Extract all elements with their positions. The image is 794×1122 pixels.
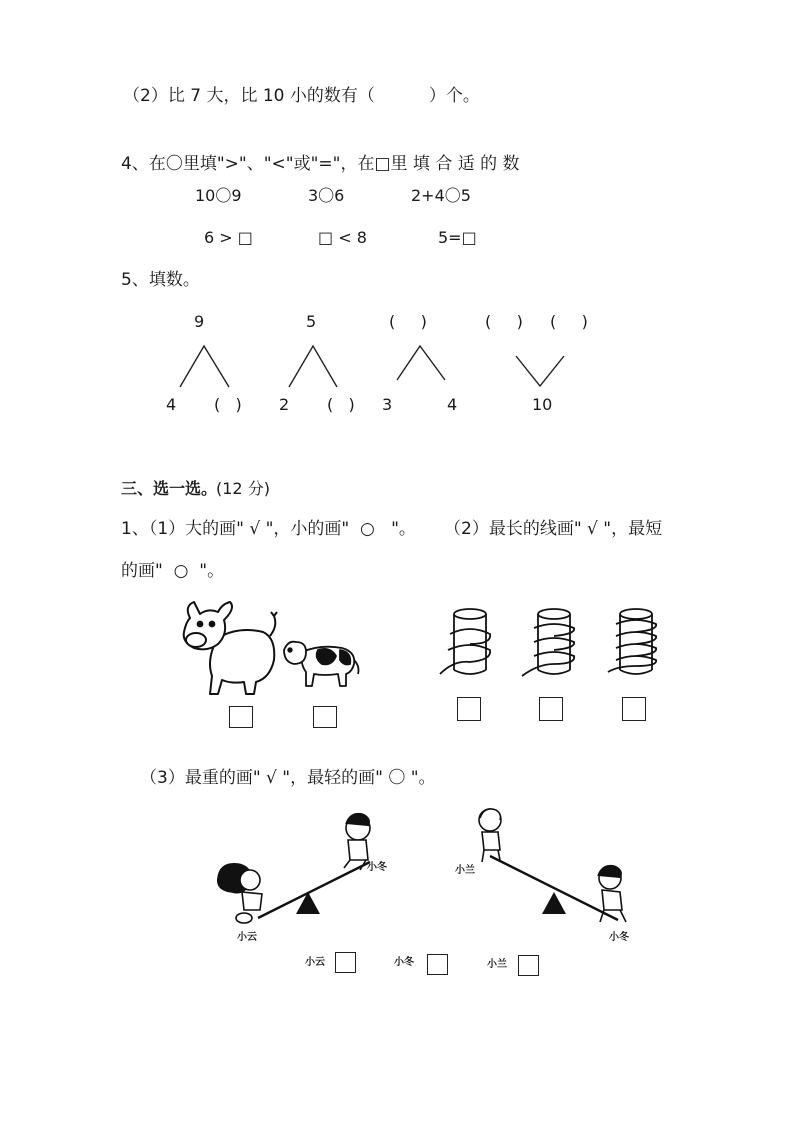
question-2-text: （2）比 7 大，比 10 小的数有（ ）个。 — [123, 86, 480, 106]
seesaw-right-illustration — [470, 806, 640, 946]
answer-box-cow[interactable] — [313, 706, 337, 728]
cylinder-line-3 — [604, 604, 666, 682]
section3-q1-part2: （2）最长的线画" √ "，最短 — [444, 519, 663, 539]
answer-label-xiaoyun: 小云 — [305, 957, 325, 968]
q5-top-blank-2: ( ) — [485, 312, 523, 331]
answer-box-xiaodong[interactable] — [427, 954, 448, 975]
section-3-points: (12 分) — [216, 479, 270, 498]
q5-title: 5、填数。 — [121, 270, 200, 290]
q4-title: 4、在〇里填">"、"<"或"="，在□里 填 合 适 的 数 — [121, 154, 520, 174]
answer-box-line-2[interactable] — [539, 697, 563, 721]
seesaw-right-high-name: 小兰 — [455, 865, 475, 876]
q5-top-9: 9 — [194, 312, 205, 331]
seesaw-left-high-name: 小冬 — [367, 862, 387, 873]
q5-bottom-10: 10 — [532, 395, 553, 414]
q5-bottom-4b: 4 — [447, 395, 458, 414]
seesaw-right-low-name: 小冬 — [609, 932, 629, 943]
section3-q1-part1: 1、（1）大的画" √ "，小的画" ○ "。 — [121, 519, 416, 539]
seesaw-left-illustration — [210, 806, 400, 946]
q4-fill-1: 6 > □ — [204, 228, 253, 247]
answer-box-line-3[interactable] — [622, 697, 646, 721]
answer-label-xiaolan: 小兰 — [487, 959, 507, 970]
q5-bottom-3: 3 — [382, 395, 393, 414]
q4-compare-1: 10〇9 — [195, 186, 242, 205]
q5-top-blank-3: ( ) — [550, 312, 588, 331]
bull-illustration — [178, 598, 280, 698]
q4-compare-3: 2+4〇5 — [411, 186, 471, 205]
q4-fill-3: 5=□ — [438, 228, 477, 247]
section-3-heading: 三、选一选。 — [121, 479, 218, 498]
cylinder-line-1 — [436, 604, 496, 682]
answer-box-xiaolan[interactable] — [518, 955, 539, 976]
seesaw-left-low-name: 小云 — [237, 932, 257, 943]
q5-top-5: 5 — [306, 312, 317, 331]
q4-fill-2: □ < 8 — [318, 228, 367, 247]
section3-q1-line2: 的画" ○ "。 — [121, 561, 225, 581]
q5-bottom-blank-1: ( ) — [214, 395, 242, 414]
q5-bottom-4: 4 — [166, 395, 177, 414]
q5-top-blank-1: ( ) — [389, 312, 427, 331]
q5-bottom-blank-2: ( ) — [327, 395, 355, 414]
cow-illustration — [280, 636, 362, 690]
cylinder-line-2 — [518, 604, 584, 682]
answer-box-line-1[interactable] — [457, 697, 481, 721]
answer-box-xiaoyun[interactable] — [335, 952, 356, 973]
q4-compare-2: 3〇6 — [308, 186, 345, 205]
q5-bottom-2: 2 — [279, 395, 290, 414]
answer-box-bull[interactable] — [229, 706, 253, 728]
section3-q3-text: （3）最重的画" √ "，最轻的画" 〇 "。 — [140, 768, 436, 788]
answer-label-xiaodong: 小冬 — [394, 957, 414, 968]
